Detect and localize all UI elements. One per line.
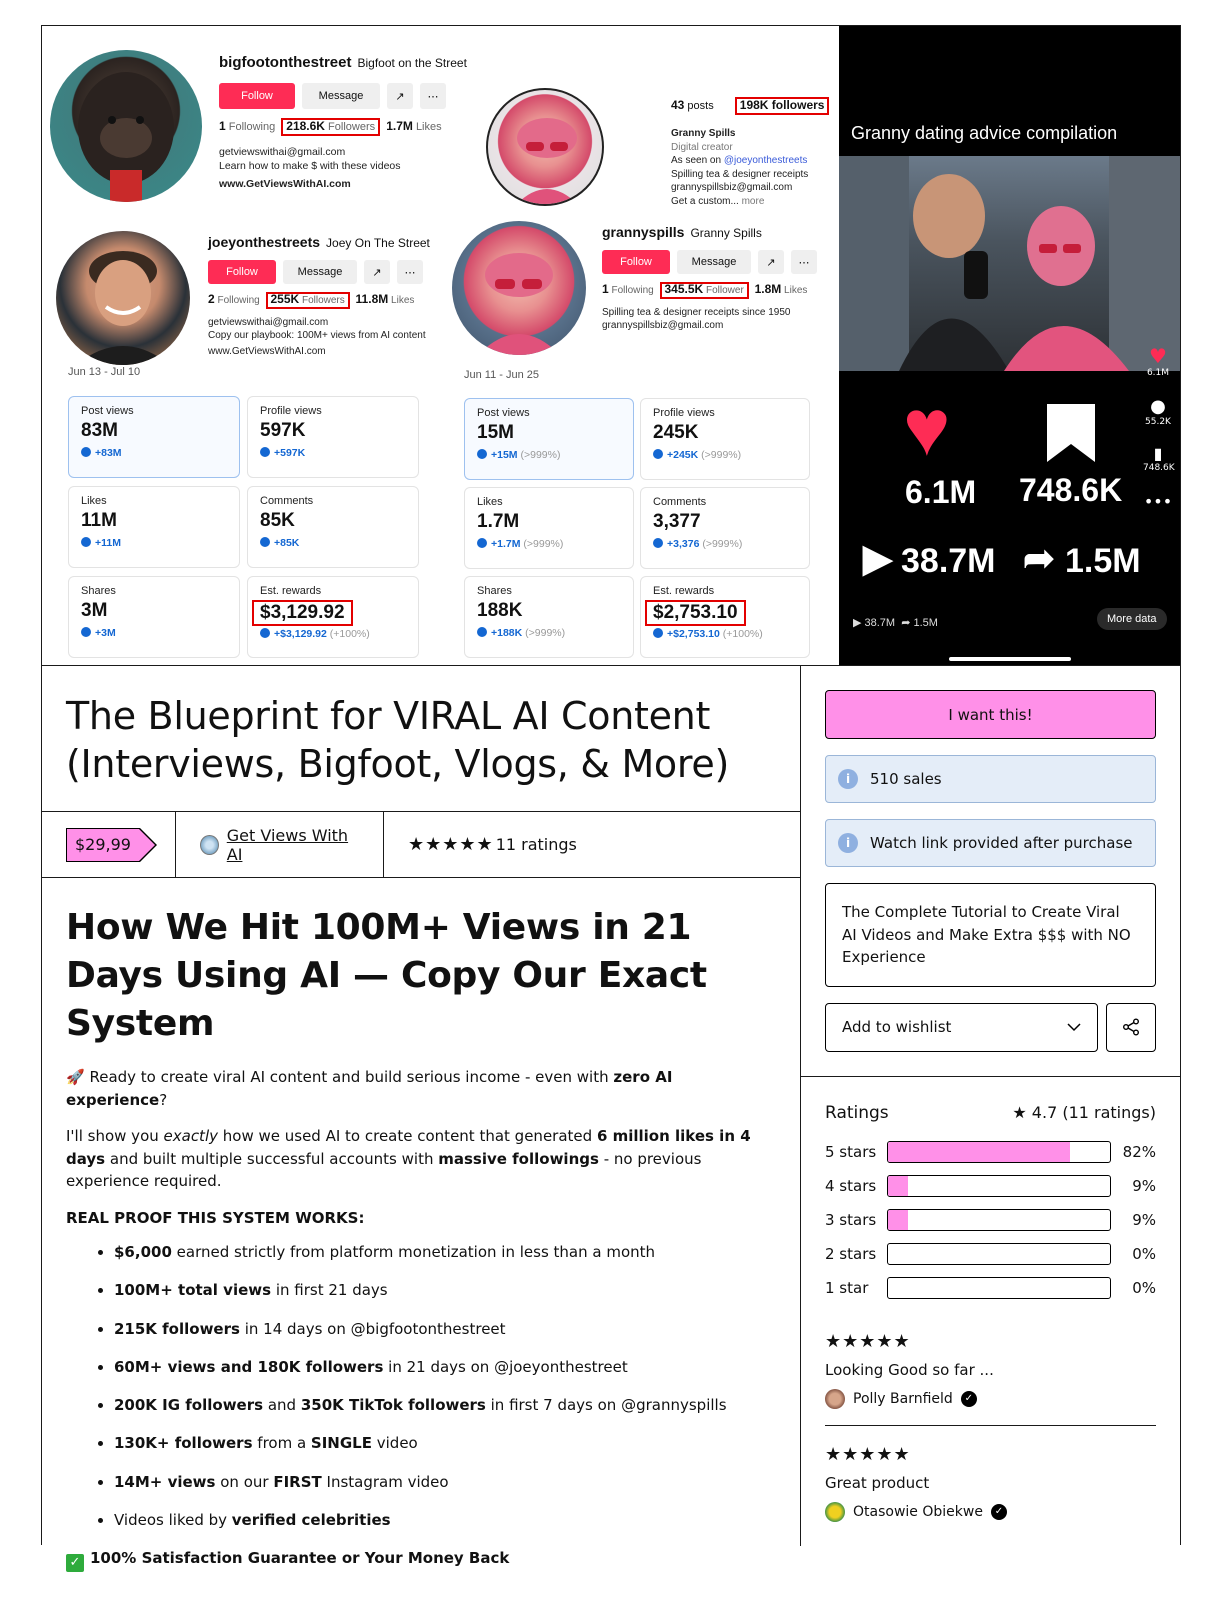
verified-icon: ✓ xyxy=(961,1391,977,1407)
more-icon[interactable]: ••• xyxy=(1143,492,1173,511)
wishlist-row xyxy=(825,1003,1156,1052)
more-data-button[interactable]: More data xyxy=(1097,608,1167,630)
list-item: • $6,000 earned strictly from platform monetization in less than a month xyxy=(114,1241,776,1263)
list-item: • 200K IG followers and 350K TikTok followers in first 7 days on @grannyspills xyxy=(114,1394,776,1416)
explanation-paragraph: I'll show you exactly how we used AI to create content that generated 6 million likes in 4 days and built multiple successful accounts with massive followings - no previous experience required. xyxy=(66,1127,751,1190)
chevron-down-icon xyxy=(1067,1022,1081,1032)
stats-collage xyxy=(42,26,839,666)
review-item xyxy=(825,1444,1156,1538)
star-icon: ★ xyxy=(1012,1102,1027,1122)
profile-stats: 1 Following 218.6K Followers 1.7M Likes xyxy=(219,119,442,133)
bigfoot-avatar xyxy=(50,50,202,202)
profile-bio: Spilling tea & designer receipts since 1950 grannyspillsbiz@gmail.com xyxy=(602,307,791,331)
message-button[interactable]: Message xyxy=(302,83,380,109)
list-item: • 100M+ total views in first 21 days xyxy=(114,1279,776,1301)
stat-card[interactable]: Shares 188K +188K (>999%) xyxy=(464,576,634,658)
rating-cell xyxy=(384,812,601,877)
description-headline: How We Hit 100M+ Views in 21 Days Using AI — Copy Our Exact System xyxy=(66,907,707,1044)
profile-stats: 2 Following 255K Followers 11.8M Likes xyxy=(208,292,414,306)
side-comments[interactable]: ● 55.2K xyxy=(1143,396,1173,427)
play-icon: ▶ xyxy=(863,538,893,580)
ratings-section xyxy=(801,1077,1180,1564)
date-range: Jun 13 - Jul 10 xyxy=(68,366,141,378)
rating-bar: 5 stars 82% xyxy=(825,1142,1156,1161)
review-author: Otasowie Obiekwe ✓ xyxy=(825,1502,1156,1522)
video-preview xyxy=(839,26,1180,666)
bookmark-icon[interactable]: ▮ xyxy=(1153,444,1163,463)
stat-card[interactable]: Likes 11M +11M xyxy=(68,486,240,568)
granny-avatar xyxy=(452,221,586,355)
profile-actions xyxy=(602,250,817,274)
rating-bar: 2 stars 0% xyxy=(825,1244,1156,1263)
profile-bio: getviewswithai@gmail.com Learn how to make $ with these videos www.GetViewsWithAI.com xyxy=(219,146,401,190)
follow-button[interactable]: Follow xyxy=(602,250,670,274)
follow-button[interactable]: Follow xyxy=(208,260,276,284)
price-tag: $29,99 xyxy=(66,828,140,862)
granny-illustration xyxy=(488,90,604,206)
message-button[interactable]: Message xyxy=(677,250,751,274)
share-icon[interactable]: ↗ xyxy=(758,250,784,274)
date-range: Jun 11 - Jun 25 xyxy=(464,369,540,381)
home-indicator xyxy=(949,657,1071,661)
saves-count: 748.6K xyxy=(1019,472,1123,508)
review-author: Polly Barnfield ✓ xyxy=(825,1389,1156,1409)
bookmark-icon xyxy=(1045,402,1097,464)
product-meta-bar xyxy=(42,812,800,878)
watch-info: i Watch link provided after purchase xyxy=(825,819,1156,867)
video-title: Granny dating advice compilation xyxy=(851,123,1118,143)
joey-avatar xyxy=(56,231,190,365)
purchase-box xyxy=(801,666,1180,1077)
shares-count: 1.5M xyxy=(1065,542,1141,580)
rating-bar: 1 star 0% xyxy=(825,1278,1156,1297)
proof-heading: REAL PROOF THIS SYSTEM WORKS: xyxy=(66,1208,365,1227)
heart-icon[interactable]: ♥ xyxy=(1149,344,1167,368)
list-item: • 14M+ views on our FIRST Instagram video xyxy=(114,1471,776,1493)
stat-card[interactable]: Shares 3M +3M xyxy=(68,576,240,658)
stat-card[interactable]: Comments 3,377 +3,376 (>999%) xyxy=(640,487,810,569)
share-button[interactable] xyxy=(1106,1003,1156,1052)
wishlist-select[interactable]: Add to wishlist xyxy=(825,1003,1098,1052)
message-button[interactable]: Message xyxy=(283,260,357,284)
product-cover-image xyxy=(42,26,1180,666)
ratings-count: 11 ratings xyxy=(495,835,577,854)
share-icon[interactable]: ↗ xyxy=(364,260,390,284)
side-saves[interactable]: ▮ 748.6K xyxy=(1143,444,1175,473)
granny-avatar xyxy=(486,88,604,206)
product-title: The Blueprint for VIRAL AI Content (Interviews, Bigfoot, Vlogs, & More) xyxy=(66,694,729,786)
list-item: • 130K+ followers from a SINGLE video xyxy=(114,1432,776,1454)
profile-handle: joeyonthestreets Joey On The Street xyxy=(208,234,430,250)
profile-actions xyxy=(219,83,446,109)
product-main xyxy=(42,666,800,1598)
review-text: Looking Good so far ... xyxy=(825,1360,994,1379)
more-icon[interactable]: ⋯ xyxy=(397,260,423,284)
star-icons: ★★★★★ xyxy=(408,834,494,855)
product-description xyxy=(42,878,800,1598)
review-stars: ★★★★★ xyxy=(825,1443,911,1465)
rocket-icon: 🚀 xyxy=(66,1068,85,1086)
avatar xyxy=(825,1389,845,1409)
more-icon[interactable]: ⋯ xyxy=(791,250,817,274)
rating-bar: 4 stars 9% xyxy=(825,1176,1156,1195)
guarantee-line: ✓ 100% Satisfaction Guarantee or Your Money Back xyxy=(66,1547,776,1572)
video-scene xyxy=(839,156,1180,371)
share-icon[interactable]: ↗ xyxy=(387,83,413,109)
video-footer-stats: ▶ 38.7M ➦ 1.5M xyxy=(853,617,938,629)
checkmark-icon: ✓ xyxy=(66,1554,84,1572)
product-title-box xyxy=(42,666,800,812)
info-icon: i xyxy=(838,833,858,853)
comment-icon[interactable]: ● xyxy=(1150,396,1166,417)
more-icon[interactable]: ⋯ xyxy=(420,83,446,109)
intro-paragraph: 🚀 Ready to create viral AI content and build serious income - even with zero AI experience? xyxy=(66,1068,673,1109)
list-item: • 215K followers in 14 days on @bigfootonthestreet xyxy=(114,1318,776,1340)
review-text: Great product xyxy=(825,1473,930,1492)
stat-card[interactable]: Likes 1.7M +1.7M (>999%) xyxy=(464,487,634,569)
views-count: 38.7M xyxy=(901,542,996,580)
list-item: • 60M+ views and 180K followers in 21 days on @joeyonthestreet xyxy=(114,1356,776,1378)
share-icon: ➦ xyxy=(1023,538,1055,580)
joey-illustration xyxy=(56,231,190,365)
profile-actions xyxy=(208,260,423,284)
side-likes[interactable]: ♥ 6.1M xyxy=(1143,344,1173,378)
profile-bio: getviewswithai@gmail.com Copy our playbook: 100M+ views from AI content www.GetViewsWithAI.com xyxy=(208,317,426,357)
stat-card[interactable]: Post views 15M +15M (>999%) xyxy=(464,398,634,480)
profile-handle: bigfootonthestreet Bigfoot on the Street xyxy=(219,54,467,71)
product-summary: The Complete Tutorial to Create Viral AI Videos and Make Extra $$$ with NO Experience xyxy=(825,883,1156,987)
avatar xyxy=(825,1502,845,1522)
seller-cell xyxy=(176,812,384,877)
insta-stats: 43 posts 198K followers xyxy=(671,98,832,112)
street-interview-illustration xyxy=(839,156,1180,371)
stat-card[interactable]: Profile views 245K +245K (>999%) xyxy=(640,398,810,480)
sales-info: i 510 sales xyxy=(825,755,1156,803)
gorilla-illustration xyxy=(50,50,202,202)
stat-card[interactable]: Comments 85K +85K xyxy=(247,486,419,568)
heart-icon: ♥ xyxy=(903,383,951,472)
likes-count: 6.1M xyxy=(905,474,977,510)
stat-card[interactable]: Post views 83M +83M xyxy=(68,396,240,478)
seller-link[interactable]: Get Views With AI xyxy=(226,825,349,864)
review-item xyxy=(825,1331,1156,1426)
stat-card[interactable]: Est. rewards $2,753.10 +$2,753.10 (+100%) xyxy=(640,576,810,658)
verified-icon: ✓ xyxy=(991,1504,1007,1520)
list-item: • Videos liked by verified celebrities xyxy=(114,1509,776,1531)
proof-list xyxy=(114,1241,776,1531)
ratings-header: Ratings ★ 4.7 (11 ratings) xyxy=(825,1102,1156,1123)
buy-button[interactable]: I want this! xyxy=(825,690,1156,739)
stat-card[interactable]: Est. rewards $3,129.92 +$3,129.92 (+100%) xyxy=(247,576,419,658)
rating-bar: 3 stars 9% xyxy=(825,1210,1156,1229)
follow-button[interactable]: Follow xyxy=(219,83,295,109)
profile-handle: grannyspills Granny Spills xyxy=(602,224,762,240)
seller-avatar xyxy=(200,835,219,855)
purchase-sidebar xyxy=(800,666,1180,1546)
price-cell xyxy=(42,812,176,877)
stat-card[interactable]: Profile views 597K +597K xyxy=(247,396,419,478)
share-icon xyxy=(1122,1018,1140,1036)
review-stars: ★★★★★ xyxy=(825,1330,911,1352)
insta-bio: Granny Spills Digital creator As seen on @joeyonthestreets Spilling tea & designer receipts grannyspillsbiz@gmail.com Get a custom... more xyxy=(671,128,809,207)
profile-stats: 1 Following 345.5K Follower 1.8M Likes xyxy=(602,282,807,296)
granny-illustration xyxy=(452,221,586,355)
product-page xyxy=(41,25,1181,1571)
info-icon: i xyxy=(838,769,858,789)
